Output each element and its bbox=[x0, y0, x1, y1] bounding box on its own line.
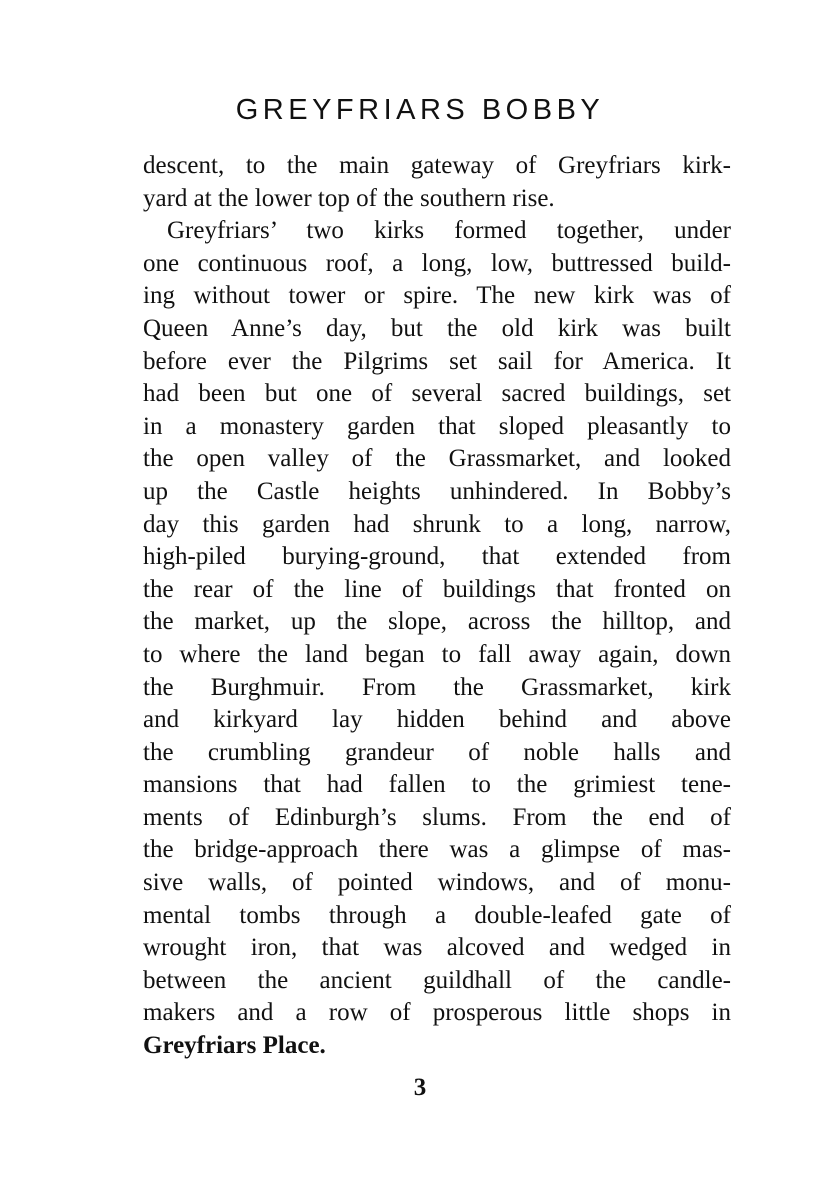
text-line: up the Castle heights unhindered. In Bobby’s bbox=[143, 477, 731, 505]
page-number: 3 bbox=[413, 1074, 427, 1101]
text-line: descent, to the main gateway of Greyfriars kirk- bbox=[143, 152, 731, 179]
text-line: mental tombs through a double-leafed gate of bbox=[143, 901, 731, 929]
text-line: wrought iron, that was alcoved and wedged in bbox=[143, 934, 731, 962]
text-line: between the ancient guildhall of the candle- bbox=[143, 966, 731, 994]
paragraph-first-line: Greyfriars’ two kirks formed together, under bbox=[167, 217, 731, 245]
text-line: the open valley of the Grassmarket, and looked bbox=[143, 445, 731, 473]
text-line: Queen Anne’s day, but the old kirk was built bbox=[143, 314, 731, 342]
text-line: high-piled burying-ground, that extended from bbox=[143, 543, 731, 571]
text-line: and kirkyard lay hidden behind and above bbox=[143, 706, 731, 734]
text-line: sive walls, of pointed windows, and of monu- bbox=[143, 869, 731, 897]
text-line: had been but one of several sacred buildings, set bbox=[143, 380, 731, 408]
text-line: the market, up the slope, across the hilltop, and bbox=[143, 608, 731, 636]
text-line: the Burghmuir. From the Grassmarket, kirk bbox=[143, 673, 731, 701]
text-line: ing without tower or spire. The new kirk was of bbox=[143, 282, 731, 310]
text-line: the crumbling grandeur of noble halls and bbox=[143, 738, 731, 766]
text-line: makers and a row of prosperous little shops in bbox=[143, 999, 731, 1027]
text-line: mansions that had fallen to the grimiest tene- bbox=[143, 771, 731, 799]
text-line: day this garden had shrunk to a long, narrow, bbox=[143, 510, 731, 538]
text-line-last: Greyfriars Place. bbox=[143, 1032, 326, 1060]
text-line: to where the land began to fall away again, down bbox=[143, 640, 731, 668]
text-line: one continuous roof, a long, low, buttressed build- bbox=[143, 249, 731, 277]
text-line: the bridge-approach there was a glimpse of mas- bbox=[143, 836, 731, 864]
text-line: before ever the Pilgrims set sail for America. It bbox=[143, 347, 731, 375]
body-text bbox=[143, 150, 731, 1063]
text-line: in a monastery garden that sloped pleasantly to bbox=[143, 412, 731, 440]
text-line: the rear of the line of buildings that fronted on bbox=[143, 575, 731, 603]
text-line: ments of Edinburgh’s slums. From the end of bbox=[143, 803, 731, 831]
running-head-title: GREYFRIARS BOBBY bbox=[235, 94, 605, 126]
text-line: yard at the lower top of the southern rise. bbox=[143, 184, 555, 212]
